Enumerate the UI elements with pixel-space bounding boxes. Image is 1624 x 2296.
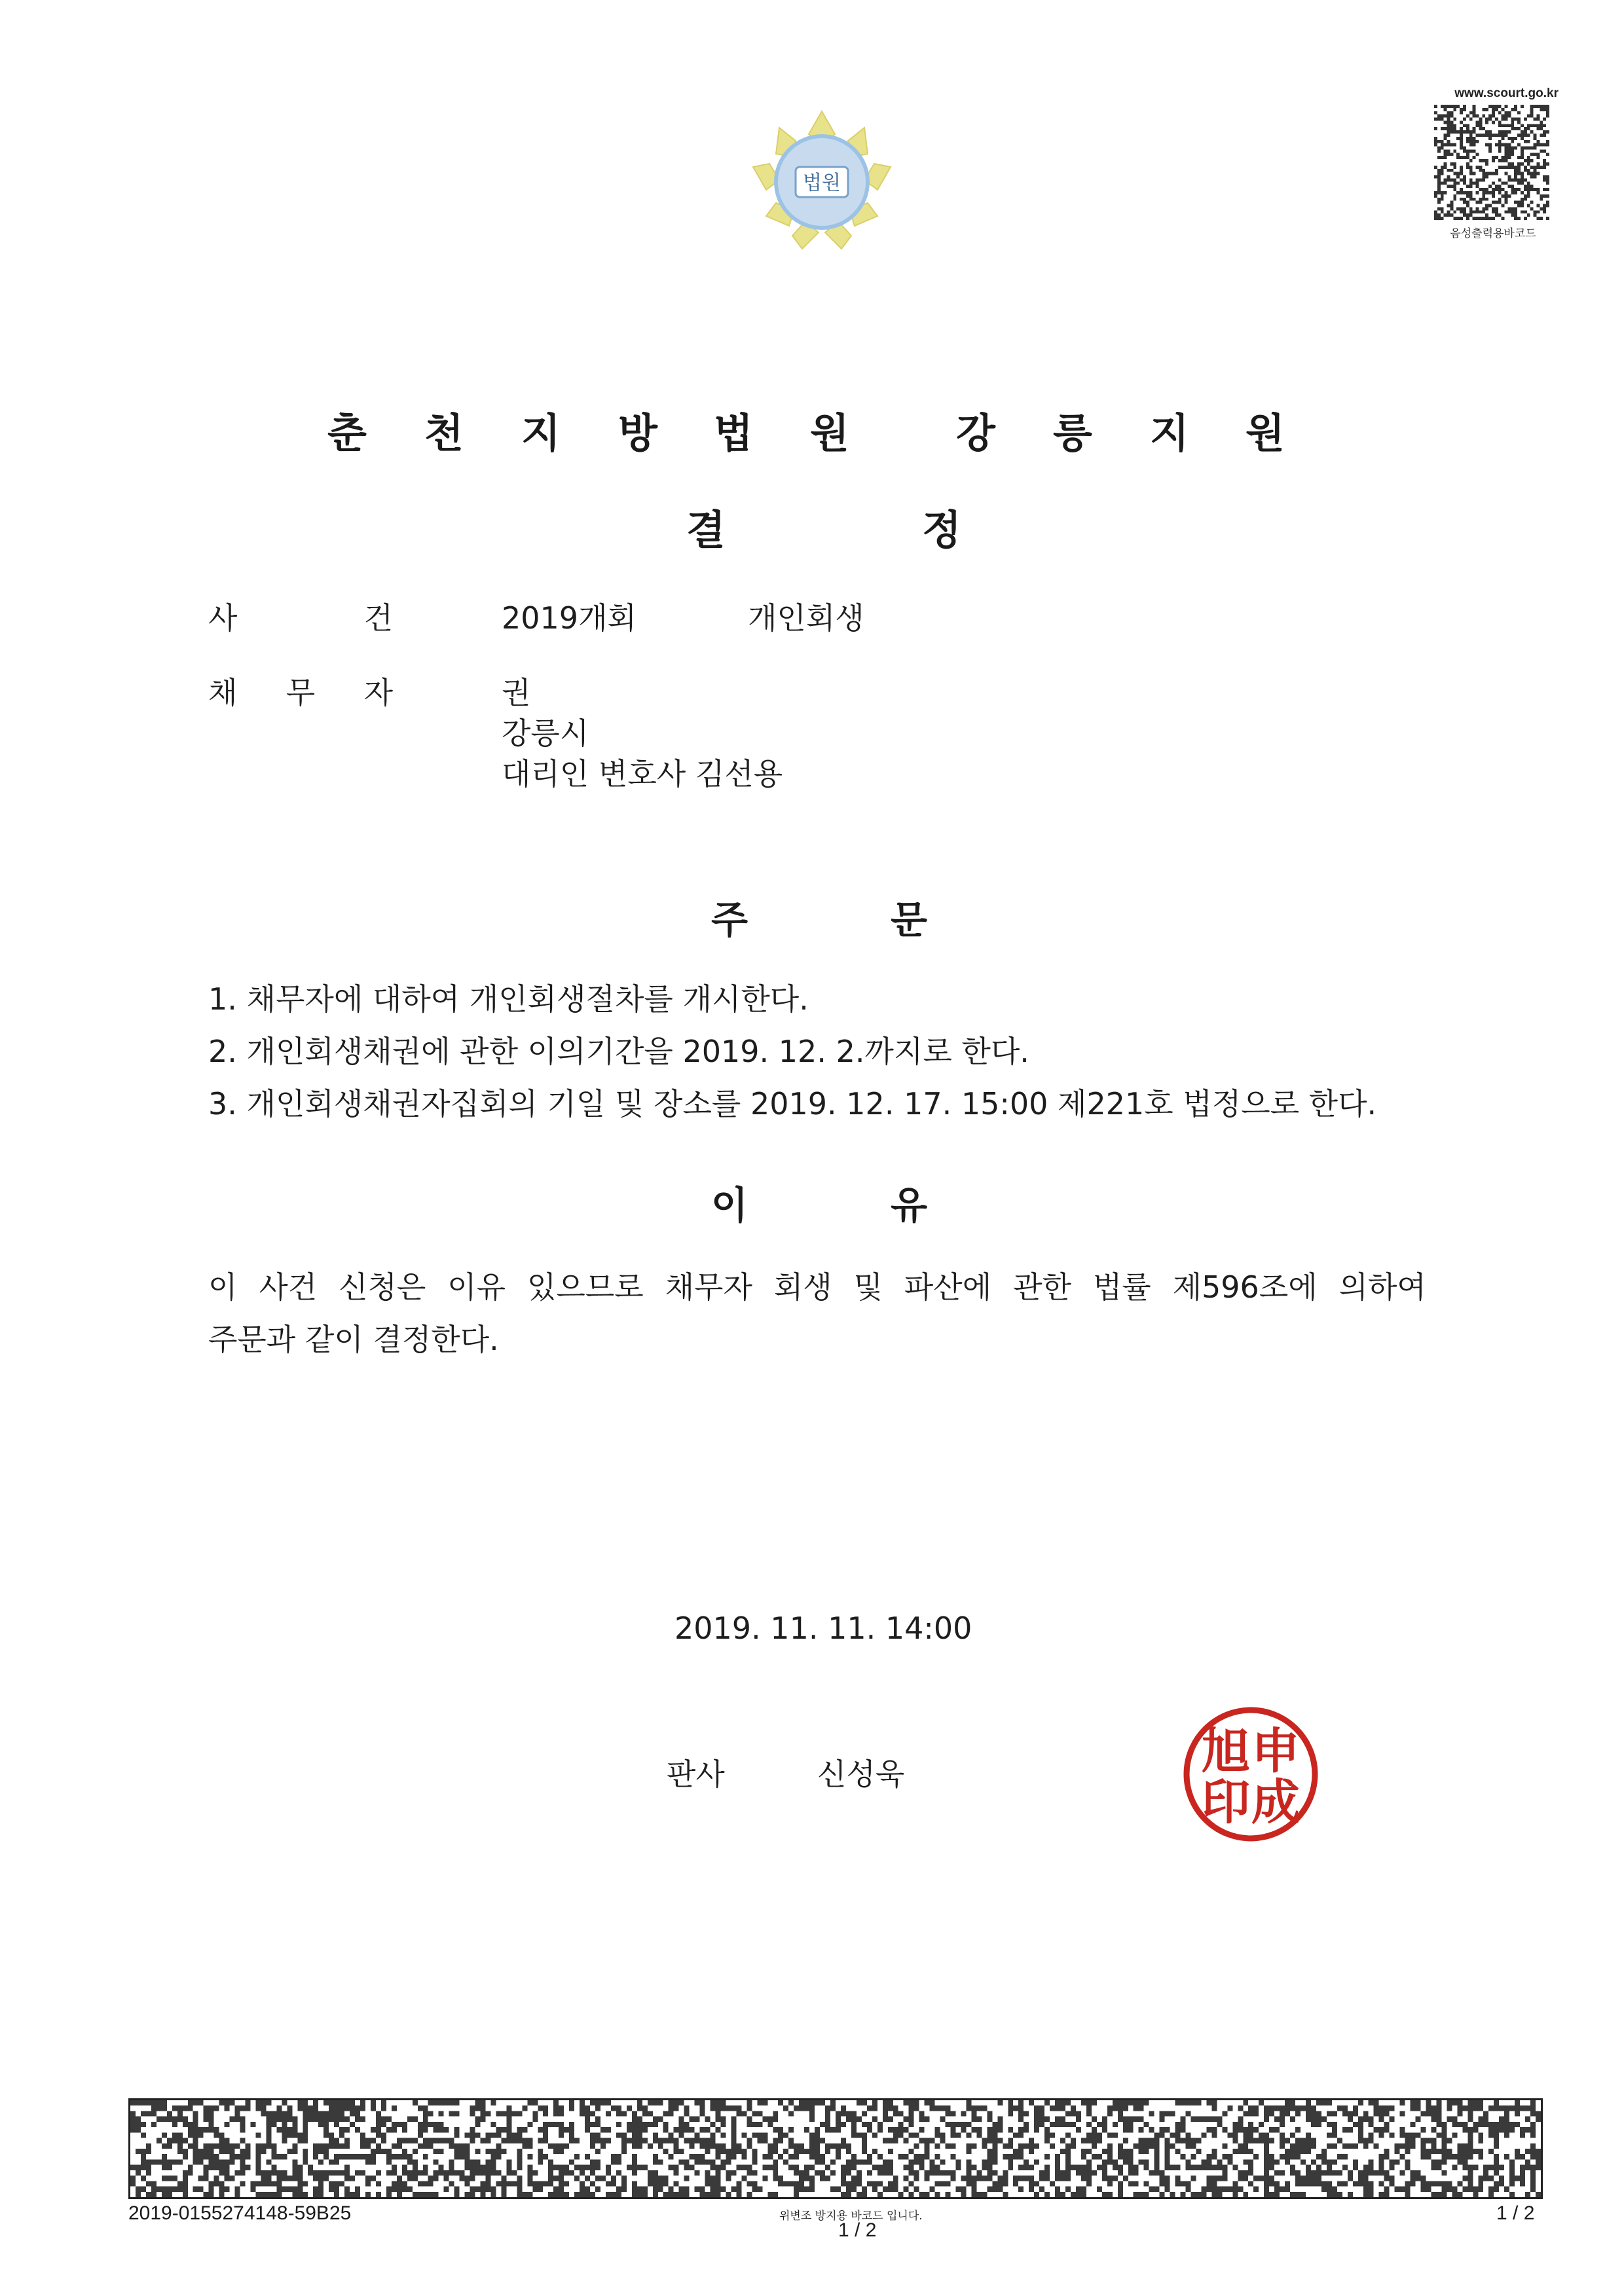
case-label-char: 사 <box>208 600 238 636</box>
court-name-char: 춘 <box>327 409 367 457</box>
order-item: 1. 채무자에 대하여 개인회생절차를 개시한다. <box>208 981 809 1017</box>
court-name-char: 지 <box>1150 409 1189 457</box>
reason-word: 의하여 <box>1338 1269 1426 1305</box>
order-heading-char: 주 <box>711 898 748 942</box>
page-number-center: 1 / 2 <box>838 2219 877 2241</box>
debtor-name: 권 <box>502 675 531 710</box>
judge-label: 판사 <box>667 1757 725 1792</box>
reason-word: 이유 <box>447 1269 506 1305</box>
document-title <box>686 498 961 556</box>
court-name-char: 강 <box>956 409 995 457</box>
seal-char: 申 <box>1251 1723 1300 1779</box>
reason-text-line <box>208 1264 1426 1307</box>
judge-seal-stamp <box>1179 1702 1323 1846</box>
debtor-label-char: 채 <box>208 675 238 710</box>
court-name-char: 지 <box>521 409 561 457</box>
reason-word: 파산에 <box>904 1269 992 1305</box>
case-number: 2019개회 <box>502 600 637 636</box>
decision-date: 2019. 11. 11. 14:00 <box>674 1611 972 1646</box>
reason-heading-char: 이 <box>711 1183 748 1228</box>
emblem-text: 법원 <box>803 172 841 194</box>
document-id: 2019-0155274148-59B25 <box>128 2202 352 2224</box>
qr-code-icon <box>1433 105 1551 220</box>
reason-word: 관한 <box>1013 1269 1071 1305</box>
debtor-label-char: 무 <box>286 675 316 710</box>
debtor-address: 강릉시 <box>502 716 589 751</box>
court-name-char: 원 <box>810 409 849 457</box>
barcode-note: 위변조 방지용 바코드 입니다. <box>779 2210 923 2223</box>
debtor-label <box>208 669 393 712</box>
order-item: 3. 개인회생채권자집회의 기일 및 장소를 2019. 12. 17. 15:00 제221호 법정으로 한다. <box>208 1086 1377 1121</box>
order-item: 2. 개인회생채권에 관한 이의기간을 2019. 12. 2.까지로 한다. <box>208 1034 1029 1069</box>
reason-word: 회생 <box>773 1269 832 1305</box>
reason-word: 법률 <box>1092 1269 1151 1305</box>
title-char: 정 <box>922 506 961 554</box>
qr-caption: 음성출력용바코드 <box>1450 227 1536 240</box>
tamper-proof-barcode-icon <box>128 2098 1543 2199</box>
title-char: 결 <box>686 506 726 554</box>
case-type: 개인회생 <box>748 600 864 636</box>
court-name-char: 방 <box>618 409 657 457</box>
court-name-char: 릉 <box>1053 409 1092 457</box>
court-emblem-logo <box>743 105 900 255</box>
order-heading <box>711 889 927 944</box>
reason-word: 있으므로 <box>527 1269 644 1305</box>
court-name-char: 원 <box>1246 409 1285 457</box>
reason-heading <box>711 1175 927 1230</box>
court-name-char: 법 <box>714 409 753 457</box>
seal-char: 印 <box>1202 1774 1250 1831</box>
reason-word: 이 <box>208 1269 238 1305</box>
reason-word: 채무자 <box>665 1269 752 1305</box>
order-heading-char: 문 <box>890 898 927 942</box>
qr-url: www.scourt.go.kr <box>1454 86 1559 100</box>
court-name-char: 천 <box>424 409 464 457</box>
reason-heading-char: 유 <box>890 1183 927 1228</box>
page-number: 1 / 2 <box>1496 2202 1535 2224</box>
reason-word: 사건 <box>259 1269 318 1305</box>
reason-word: 제596조에 <box>1172 1269 1318 1305</box>
seal-char: 成 <box>1251 1774 1300 1831</box>
case-label-char: 건 <box>363 600 393 636</box>
judge-name: 신성욱 <box>817 1757 905 1792</box>
case-label <box>208 594 393 638</box>
reason-word: 신청은 <box>339 1269 426 1305</box>
reason-word: 및 <box>853 1269 883 1305</box>
seal-char: 旭 <box>1202 1723 1250 1779</box>
reason-text-line: 주문과 같이 결정한다. <box>208 1322 499 1357</box>
debtor-label-char: 자 <box>363 675 393 710</box>
debtor-agent: 대리인 변호사 김선용 <box>502 756 783 792</box>
